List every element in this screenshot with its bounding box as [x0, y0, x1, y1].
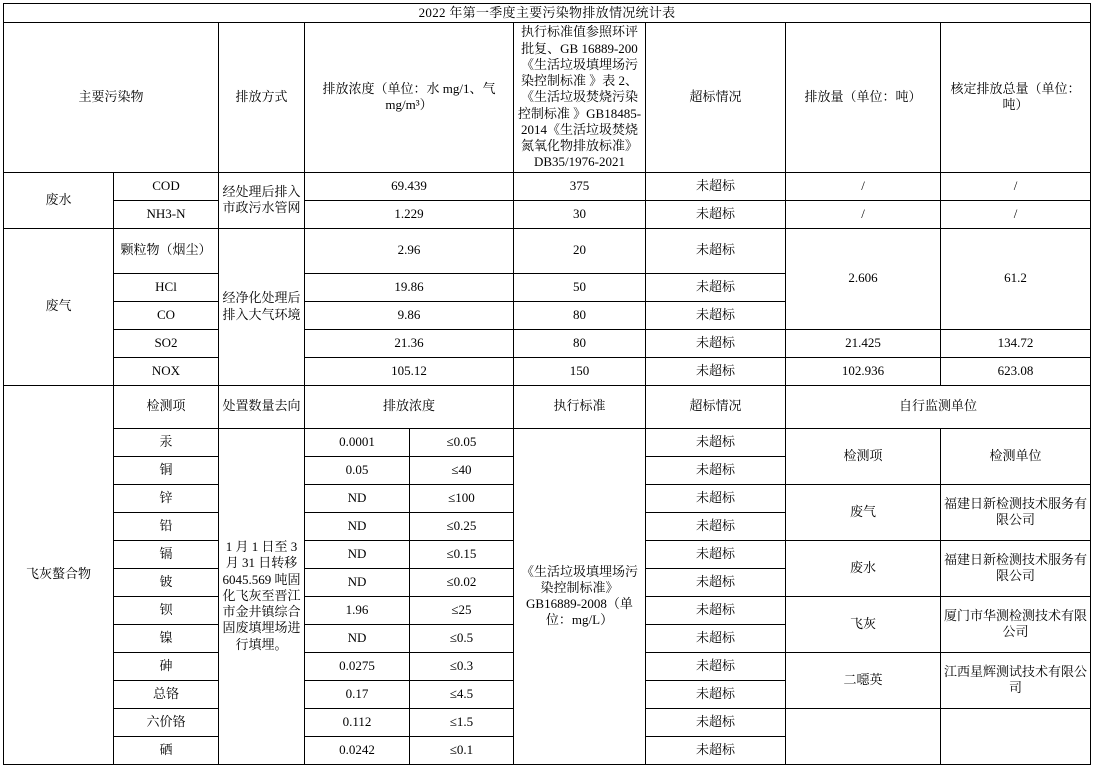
header-approved: 核定排放总量（单位：吨）	[941, 23, 1091, 172]
fly-ash-disposal: 1 月 1 日至 3 月 31 日转移 6045.569 吨固化飞灰至晋江市金井镇综合固废填埋场进行填埋。	[219, 428, 305, 764]
exceed-status: 未超标	[646, 228, 786, 273]
table-row	[4, 329, 1091, 357]
approved-total: 134.72	[941, 329, 1091, 357]
pollutant-name: CO	[114, 301, 219, 329]
concentration-value: 21.36	[305, 329, 514, 357]
fly-ash-limit: ≤0.3	[410, 652, 514, 680]
concentration-value: 19.86	[305, 273, 514, 301]
monitor-item: 二噁英	[786, 652, 941, 708]
pollutant-emission-table	[3, 3, 1091, 765]
fly-ash-limit: ≤25	[410, 596, 514, 624]
waste-gas-method: 经净化处理后排入大气环境	[219, 228, 305, 385]
fly-ash-item: 硒	[114, 736, 219, 764]
subheader-concentration: 排放浓度	[305, 385, 514, 428]
exceed-status: 未超标	[646, 652, 786, 680]
document-page	[0, 3, 1093, 757]
table-title-row	[4, 4, 1091, 23]
exceed-status: 未超标	[646, 596, 786, 624]
table-row	[4, 172, 1091, 200]
subheader-standard: 执行标准	[514, 385, 646, 428]
header-amount: 排放量（单位：吨）	[786, 23, 941, 172]
approved-total: 61.2	[941, 228, 1091, 329]
exceed-status: 未超标	[646, 200, 786, 228]
fly-ash-concentration: 0.0275	[305, 652, 410, 680]
pollutant-name: SO2	[114, 329, 219, 357]
exceed-status: 未超标	[646, 428, 786, 456]
exceed-status: 未超标	[646, 624, 786, 652]
fly-ash-item: 汞	[114, 428, 219, 456]
header-exceed: 超标情况	[646, 23, 786, 172]
fly-ash-concentration: 0.05	[305, 456, 410, 484]
subheader-monitor: 自行监测单位	[786, 385, 1091, 428]
page-title: 2022 年第一季度主要污染物排放情况统计表	[4, 4, 1091, 23]
category-wastewater: 废水	[4, 172, 114, 228]
fly-ash-concentration: ND	[305, 512, 410, 540]
table-row	[4, 357, 1091, 385]
fly-ash-concentration: 1.96	[305, 596, 410, 624]
approved-total: 623.08	[941, 357, 1091, 385]
category-fly-ash: 飞灰螯合物	[4, 385, 114, 764]
concentration-value: 69.439	[305, 172, 514, 200]
emission-amount: 102.936	[786, 357, 941, 385]
emission-amount: 21.425	[786, 329, 941, 357]
fly-ash-limit: ≤0.15	[410, 540, 514, 568]
fly-ash-concentration: 0.112	[305, 708, 410, 736]
standard-value: 30	[514, 200, 646, 228]
exceed-status: 未超标	[646, 172, 786, 200]
fly-ash-item: 铅	[114, 512, 219, 540]
fly-ash-concentration: 0.17	[305, 680, 410, 708]
exceed-status: 未超标	[646, 456, 786, 484]
fly-ash-concentration: ND	[305, 624, 410, 652]
table-header-row	[4, 23, 1091, 172]
fly-ash-concentration: ND	[305, 484, 410, 512]
fly-ash-item: 六价铬	[114, 708, 219, 736]
fly-ash-limit: ≤0.25	[410, 512, 514, 540]
monitor-unit: 厦门市华测检测技术有限公司	[941, 596, 1091, 652]
standard-value: 80	[514, 329, 646, 357]
table-row	[4, 428, 1091, 456]
fly-ash-item: 铍	[114, 568, 219, 596]
exceed-status: 未超标	[646, 736, 786, 764]
fly-ash-subheader-row	[4, 385, 1091, 428]
standard-value: 20	[514, 228, 646, 273]
subheader-exceed: 超标情况	[646, 385, 786, 428]
concentration-value: 2.96	[305, 228, 514, 273]
pollutant-name: NOX	[114, 357, 219, 385]
exceed-status: 未超标	[646, 273, 786, 301]
standard-value: 375	[514, 172, 646, 200]
concentration-value: 1.229	[305, 200, 514, 228]
fly-ash-limit: ≤1.5	[410, 708, 514, 736]
fly-ash-limit: ≤100	[410, 484, 514, 512]
fly-ash-item: 铜	[114, 456, 219, 484]
fly-ash-item: 钡	[114, 596, 219, 624]
monitor-item: 飞灰	[786, 596, 941, 652]
header-standard: 执行标准值参照环评批复、GB 16889-200《生活垃圾填埋场污染控制标准 》表 2、《生活垃圾焚烧污染控制标准 》GB18485-2014《生活垃圾焚烧氮氧化物排放标准》DB35/1976-2021	[514, 23, 646, 172]
standard-value: 80	[514, 301, 646, 329]
pollutant-name: 颗粒物（烟尘）	[114, 228, 219, 273]
subheader-item: 检测项	[114, 385, 219, 428]
table-row	[4, 228, 1091, 273]
emission-amount: 2.606	[786, 228, 941, 329]
concentration-value: 9.86	[305, 301, 514, 329]
fly-ash-concentration: ND	[305, 540, 410, 568]
table-row	[4, 200, 1091, 228]
pollutant-name: NH3-N	[114, 200, 219, 228]
fly-ash-concentration: 0.0001	[305, 428, 410, 456]
header-concentration: 排放浓度（单位：水 mg/1、气 mg/m³）	[305, 23, 514, 172]
monitor-unit: 福建日新检测技术服务有限公司	[941, 484, 1091, 540]
fly-ash-limit: ≤0.5	[410, 624, 514, 652]
exceed-status: 未超标	[646, 329, 786, 357]
emission-amount: /	[786, 172, 941, 200]
fly-ash-concentration: 0.0242	[305, 736, 410, 764]
exceed-status: 未超标	[646, 708, 786, 736]
category-waste-gas: 废气	[4, 228, 114, 385]
emission-amount: /	[786, 200, 941, 228]
fly-ash-concentration: ND	[305, 568, 410, 596]
fly-ash-item: 镍	[114, 624, 219, 652]
monitor-unit: 福建日新检测技术服务有限公司	[941, 540, 1091, 596]
monitor-blank-unit	[941, 708, 1091, 764]
fly-ash-item: 镉	[114, 540, 219, 568]
fly-ash-limit: ≤0.02	[410, 568, 514, 596]
monitor-item: 废气	[786, 484, 941, 540]
standard-value: 50	[514, 273, 646, 301]
wastewater-method: 经处理后排入市政污水管网	[219, 172, 305, 228]
fly-ash-limit: ≤4.5	[410, 680, 514, 708]
approved-total: /	[941, 172, 1091, 200]
pollutant-name: COD	[114, 172, 219, 200]
fly-ash-item: 砷	[114, 652, 219, 680]
monitor-header-item: 检测项	[786, 428, 941, 484]
exceed-status: 未超标	[646, 301, 786, 329]
header-pollutant: 主要污染物	[4, 23, 219, 172]
exceed-status: 未超标	[646, 357, 786, 385]
concentration-value: 105.12	[305, 357, 514, 385]
fly-ash-limit: ≤0.05	[410, 428, 514, 456]
header-method: 排放方式	[219, 23, 305, 172]
monitor-item: 废水	[786, 540, 941, 596]
fly-ash-limit: ≤40	[410, 456, 514, 484]
monitor-blank	[786, 708, 941, 764]
monitor-header-unit: 检测单位	[941, 428, 1091, 484]
pollutant-name: HCl	[114, 273, 219, 301]
monitor-unit: 江西星辉测试技术有限公司	[941, 652, 1091, 708]
standard-value: 150	[514, 357, 646, 385]
exceed-status: 未超标	[646, 680, 786, 708]
exceed-status: 未超标	[646, 568, 786, 596]
subheader-disposal: 处置数量去向	[219, 385, 305, 428]
fly-ash-limit: ≤0.1	[410, 736, 514, 764]
fly-ash-item: 总铬	[114, 680, 219, 708]
exceed-status: 未超标	[646, 484, 786, 512]
exceed-status: 未超标	[646, 512, 786, 540]
exceed-status: 未超标	[646, 540, 786, 568]
fly-ash-standard: 《生活垃圾填埋场污染控制标准》GB16889-2008（单位：mg/L）	[514, 428, 646, 764]
approved-total: /	[941, 200, 1091, 228]
fly-ash-item: 锌	[114, 484, 219, 512]
